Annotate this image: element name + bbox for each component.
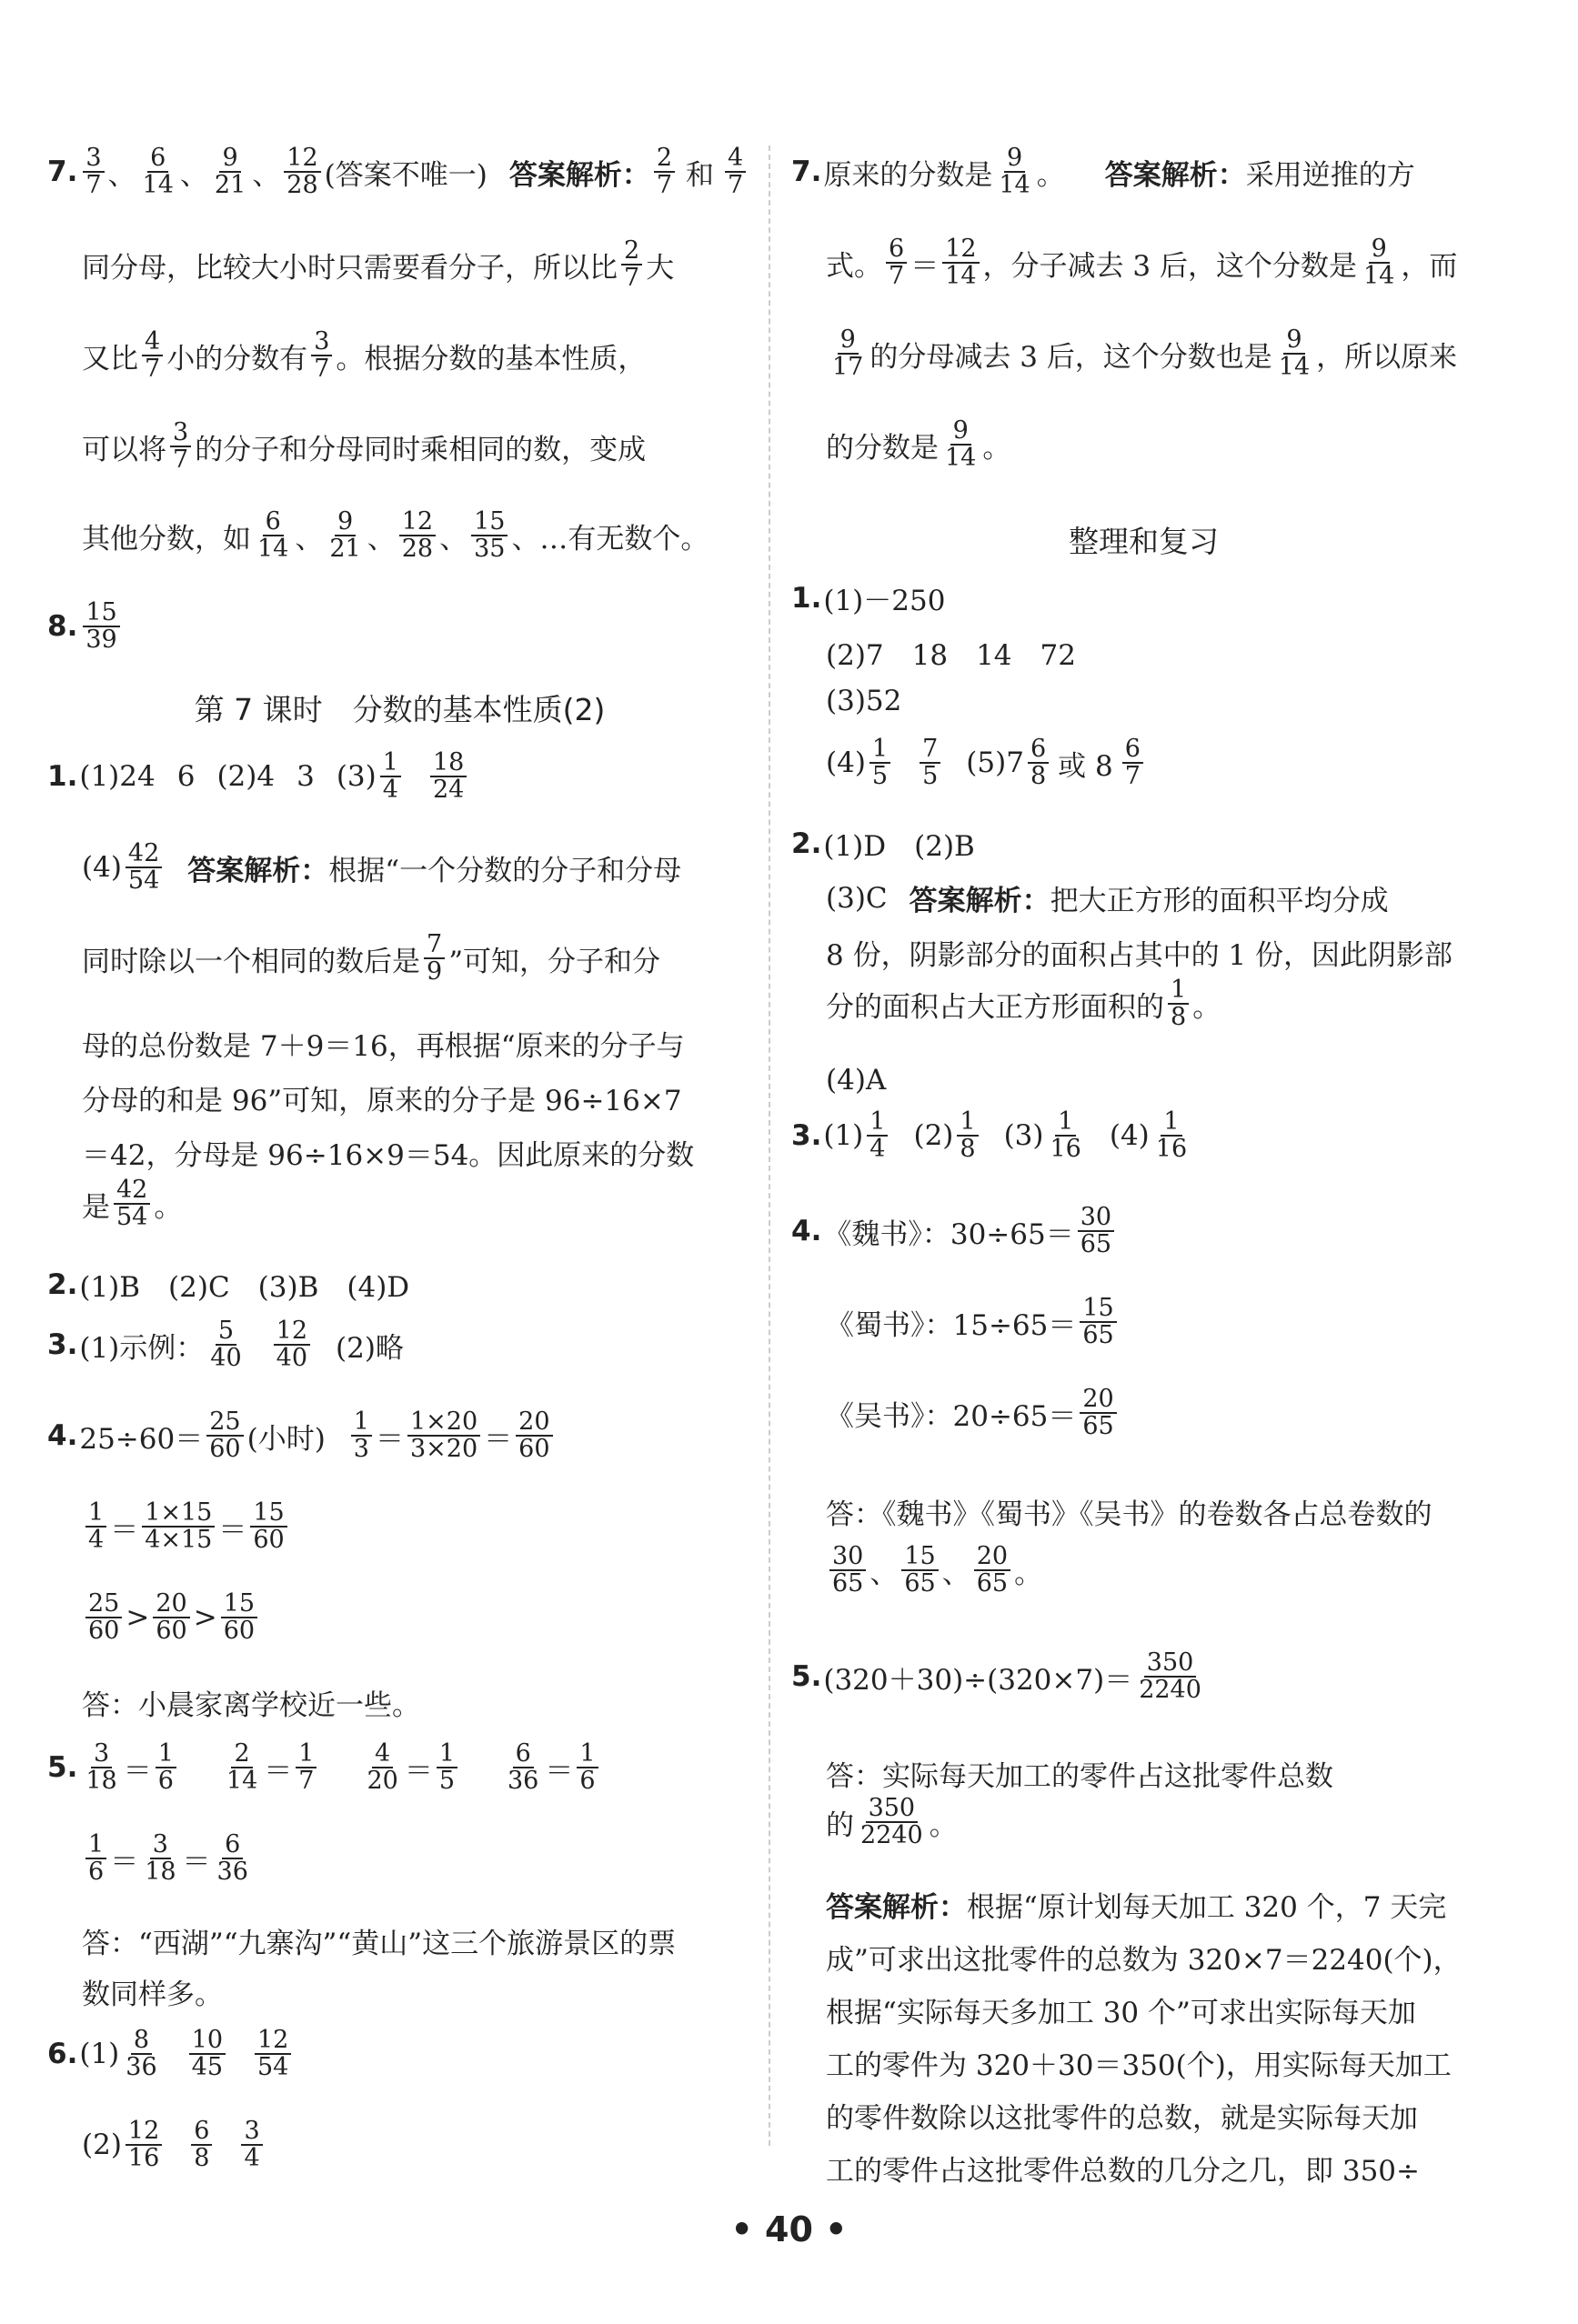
text: (1)－250 bbox=[823, 585, 946, 617]
fraction: $\frac{42}{54}$ bbox=[126, 841, 162, 895]
left-q7-line5 bbox=[82, 509, 709, 563]
fraction: $\frac{1}{4}$ bbox=[85, 1500, 106, 1554]
text: 大 bbox=[646, 251, 675, 285]
fraction: $\frac{1}{5}$ bbox=[437, 1741, 457, 1795]
fraction: $\frac{6}{14}$ bbox=[257, 507, 289, 564]
fraction: $\frac{20}{60}$ bbox=[516, 1409, 552, 1463]
text: 《吴书》：20÷65＝ bbox=[826, 1399, 1077, 1433]
fraction: $\frac{4}{7}$ bbox=[725, 145, 746, 199]
text: (1) bbox=[79, 2038, 120, 2071]
answer-analysis-label: 答案解析： bbox=[187, 854, 329, 887]
fraction: $\frac{20}{65}$ bbox=[974, 1544, 1010, 1598]
text: ＝ bbox=[910, 249, 940, 283]
text: (1)B (2)C (3)B (4)D bbox=[79, 1271, 410, 1304]
left-q7-line2 bbox=[82, 238, 674, 292]
right-s4-answer: 答：《魏书》《蜀书》《吴书》的卷数各占总卷数的 bbox=[826, 1498, 1432, 1531]
text: ＝ bbox=[110, 1513, 139, 1547]
right-s2-line5: (4)A bbox=[826, 1064, 887, 1097]
text: (5)7 bbox=[966, 746, 1024, 780]
text: 。 bbox=[1192, 990, 1221, 1024]
separator: 、 bbox=[107, 158, 136, 192]
fraction: $\frac{3}{18}$ bbox=[85, 1739, 117, 1796]
right-s1-line4 bbox=[826, 736, 1147, 790]
fraction: $\frac{9}{21}$ bbox=[214, 144, 246, 200]
fraction: $\frac{15}{35}$ bbox=[471, 509, 508, 563]
right-s4-answer-fractions bbox=[826, 1544, 1042, 1598]
text: 采用逆推的方 bbox=[1245, 158, 1415, 192]
text: 把大正方形的面积平均分成 bbox=[1050, 885, 1389, 917]
text: 和 bbox=[686, 158, 715, 192]
left-s1-line5: 分母的和是 96”可知，原来的分子是 96÷16×7 bbox=[82, 1085, 682, 1117]
text: ，所以原来 bbox=[1316, 340, 1458, 374]
right-s1-line2: (2)7 18 14 72 bbox=[826, 639, 1076, 672]
right-s2-line4 bbox=[826, 977, 1221, 1031]
question-number: 8. bbox=[47, 610, 78, 644]
fraction: $\frac{12}{40}$ bbox=[274, 1318, 310, 1372]
fraction: $\frac{3}{7}$ bbox=[170, 420, 191, 474]
text: ＝ bbox=[484, 1422, 513, 1456]
text: 的分子和分母同时乘相同的数，变成 bbox=[195, 433, 647, 466]
right-s5-line1 bbox=[791, 1650, 1208, 1704]
text: ＝ bbox=[218, 1513, 247, 1547]
fraction: $\frac{1\times 20}{3\times 20}$ bbox=[407, 1409, 480, 1463]
page-number: • 40 • bbox=[730, 2209, 848, 2249]
question-number: 3. bbox=[791, 1119, 822, 1153]
left-s4-line3 bbox=[82, 1591, 261, 1645]
fraction: $\frac{9}{14}$ bbox=[1278, 326, 1311, 382]
fraction: $\frac{20}{60}$ bbox=[153, 1591, 189, 1645]
fraction: $\frac{7}{9}$ bbox=[424, 932, 445, 986]
left-s1-line6: ＝42，分母是 96÷16×9＝54。因此原来的分数 bbox=[82, 1139, 695, 1172]
text: 《魏书》：30÷65＝ bbox=[823, 1217, 1074, 1251]
question-number: 6. bbox=[47, 2038, 78, 2071]
fraction: $\frac{12}{14}$ bbox=[942, 236, 979, 290]
left-s4-line2 bbox=[82, 1500, 291, 1554]
fraction: $\frac{15}{60}$ bbox=[221, 1591, 257, 1645]
fraction: $\frac{9}{21}$ bbox=[329, 507, 361, 564]
right-s5-answer2 bbox=[826, 1796, 958, 1849]
left-s5-line1 bbox=[47, 1741, 602, 1795]
text: 根据“一个分数的分子和分母 bbox=[328, 854, 682, 887]
text: (1)24 bbox=[79, 760, 156, 794]
fraction: $\frac{3}{7}$ bbox=[311, 329, 332, 383]
fraction: $\frac{42}{54}$ bbox=[114, 1177, 150, 1231]
section-title: 第 7 课时 分数的基本性质(2) bbox=[194, 692, 606, 727]
right-q7-line2 bbox=[826, 236, 1457, 290]
fraction: $\frac{15}{39}$ bbox=[83, 600, 119, 654]
right-q7-line1 bbox=[791, 145, 1415, 199]
text: 的分母减去 3 后，这个分数也是 bbox=[869, 340, 1272, 374]
fraction: $\frac{1}{8}$ bbox=[957, 1109, 978, 1163]
text: (小时) bbox=[246, 1422, 326, 1456]
fraction: $\frac{6}{8}$ bbox=[1028, 736, 1049, 790]
right-s5-explanation6: 工的零件占这批零件总数的几分之几，即 350÷ bbox=[826, 2155, 1420, 2188]
question-number: 7. bbox=[791, 155, 822, 189]
left-s5-line2 bbox=[82, 1832, 255, 1886]
left-s5-answer1: 答：“西湖”“九寨沟”“黄山”这三个旅游景区的票 bbox=[82, 1928, 677, 1960]
separator: 、 bbox=[295, 522, 324, 556]
fraction: $\frac{18}{24}$ bbox=[430, 750, 467, 804]
right-s5-explanation4: 工的零件为 320＋30＝350(个)，用实际每天加工 bbox=[826, 2049, 1452, 2082]
note: (答案不唯一) bbox=[324, 158, 487, 192]
right-s2-line3: 8 份，阴影部分的面积占其中的 1 份，因此阴影部 bbox=[826, 939, 1453, 972]
fraction: $\frac{2}{7}$ bbox=[654, 145, 675, 199]
text: (2) bbox=[82, 2129, 122, 2162]
right-s4-line3 bbox=[826, 1387, 1121, 1440]
fraction: $\frac{350}{2240}$ bbox=[1139, 1648, 1201, 1705]
right-s5-explanation2: 成”可求出这批零件的总数为 320×7＝2240(个)， bbox=[826, 1944, 1462, 1977]
fraction: $\frac{1}{4}$ bbox=[380, 750, 401, 804]
answer-analysis-label: 答案解析： bbox=[508, 158, 650, 192]
fraction: $\frac{350}{2240}$ bbox=[860, 1794, 923, 1850]
text: 是 bbox=[82, 1190, 110, 1224]
separator: 、 bbox=[869, 1557, 899, 1590]
fraction: $\frac{4}{20}$ bbox=[367, 1739, 398, 1796]
right-s5-explanation3: 根据“实际每天多加工 30 个”可求出实际每天加 bbox=[826, 1997, 1416, 2029]
fraction: $\frac{6}{7}$ bbox=[886, 236, 907, 290]
text: (2)4 bbox=[216, 760, 276, 794]
text: 3 bbox=[297, 760, 315, 794]
question-number: 1. bbox=[791, 581, 822, 615]
right-s3 bbox=[791, 1109, 1193, 1163]
fraction: $\frac{15}{65}$ bbox=[901, 1544, 938, 1598]
text: 式。 bbox=[826, 249, 882, 283]
left-s5-answer2: 数同样多。 bbox=[82, 1978, 223, 2011]
fraction: $\frac{1}{3}$ bbox=[351, 1409, 372, 1463]
right-s5-answer1: 答：实际每天加工的零件占这批零件总数 bbox=[826, 1760, 1333, 1793]
left-q7-line3 bbox=[82, 329, 646, 383]
fraction: $\frac{20}{65}$ bbox=[1080, 1387, 1116, 1440]
fraction: $\frac{9}{14}$ bbox=[945, 416, 977, 473]
text: ，而 bbox=[1401, 249, 1458, 283]
text: 。 bbox=[1036, 158, 1065, 192]
fraction: $\frac{1}{16}$ bbox=[1155, 1107, 1188, 1164]
fraction: $\frac{6}{8}$ bbox=[191, 2119, 212, 2172]
text: (3)C bbox=[826, 881, 888, 915]
fraction: $\frac{1}{7}$ bbox=[296, 1741, 317, 1795]
fraction: $\frac{2}{7}$ bbox=[621, 238, 642, 292]
fraction: $\frac{6}{36}$ bbox=[508, 1739, 539, 1796]
left-q7-line4 bbox=[82, 420, 646, 474]
text: 的分数是 bbox=[826, 431, 939, 465]
left-s4-line1 bbox=[47, 1409, 557, 1463]
text: ＝ bbox=[404, 1754, 433, 1788]
fraction: $\frac{1}{5}$ bbox=[869, 736, 890, 790]
text: 。 bbox=[154, 1190, 183, 1224]
text: (4) bbox=[826, 746, 866, 780]
right-s2-line2 bbox=[826, 877, 1389, 918]
fraction: $\frac{9}{14}$ bbox=[999, 144, 1030, 200]
text: 。 bbox=[982, 431, 1011, 465]
question-number: 5. bbox=[47, 1751, 78, 1785]
fraction: $\frac{1}{4}$ bbox=[867, 1109, 888, 1163]
text: 又比 bbox=[82, 342, 138, 376]
right-q7-line4 bbox=[826, 418, 1010, 472]
fraction: $\frac{12}{28}$ bbox=[284, 145, 320, 199]
text: (3) bbox=[336, 760, 377, 794]
question-number: 1. bbox=[47, 760, 78, 794]
fraction: $\frac{30}{65}$ bbox=[829, 1544, 866, 1598]
question-number: 3. bbox=[47, 1328, 78, 1362]
text: ＝ bbox=[545, 1754, 574, 1788]
fraction: $\frac{8}{36}$ bbox=[126, 2026, 157, 2082]
text: 。 bbox=[1014, 1557, 1043, 1590]
text: (2)略 bbox=[336, 1331, 404, 1365]
left-s1-line2 bbox=[82, 841, 681, 895]
text: ＝ bbox=[110, 1845, 139, 1878]
text: 根据“原计划每天加工 320 个，7 天完 bbox=[967, 1891, 1447, 1924]
section-title: 整理和复习 bbox=[1069, 524, 1219, 559]
answer-analysis-label: 答案解析： bbox=[1104, 158, 1246, 192]
separator: 、 bbox=[179, 158, 208, 192]
text: 原来的分数是 bbox=[823, 158, 993, 192]
fraction: $\frac{1}{8}$ bbox=[1168, 977, 1189, 1031]
fraction: $\frac{1}{6}$ bbox=[85, 1832, 106, 1886]
fraction: $\frac{25}{60}$ bbox=[206, 1409, 243, 1463]
left-s2 bbox=[47, 1264, 409, 1305]
fraction: $\frac{25}{60}$ bbox=[85, 1591, 122, 1645]
answer-analysis-label: 答案解析： bbox=[909, 885, 1050, 917]
right-s1-line3: (3)52 bbox=[826, 685, 902, 717]
column-divider bbox=[769, 145, 770, 2146]
text: ＝ bbox=[123, 1754, 152, 1788]
text: > bbox=[193, 1601, 217, 1635]
fraction: $\frac{1}{6}$ bbox=[156, 1741, 176, 1795]
fraction: $\frac{2}{14}$ bbox=[226, 1739, 258, 1796]
fraction: $\frac{10}{45}$ bbox=[189, 2028, 226, 2081]
left-s3 bbox=[47, 1318, 404, 1372]
text: ＝ bbox=[264, 1754, 293, 1788]
right-s1-line1 bbox=[791, 577, 945, 618]
text: 小的分数有 bbox=[166, 342, 308, 376]
fraction: $\frac{15}{60}$ bbox=[250, 1500, 286, 1554]
left-s4-answer: 答：小晨家离学校近一些。 bbox=[82, 1689, 420, 1722]
fraction: $\frac{6}{36}$ bbox=[216, 1830, 248, 1887]
text: ＝ bbox=[375, 1422, 404, 1456]
fraction: $\frac{3}{7}$ bbox=[83, 145, 104, 199]
fraction: $\frac{9}{17}$ bbox=[832, 326, 864, 382]
right-s2-line1 bbox=[791, 823, 975, 864]
fraction: $\frac{1\times 15}{4\times 15}$ bbox=[142, 1500, 215, 1554]
text: (4) bbox=[1109, 1119, 1150, 1153]
left-q7-line1 bbox=[47, 145, 749, 199]
text: ，分子减去 3 后，这个分数是 bbox=[982, 249, 1357, 283]
left-q8 bbox=[47, 600, 124, 654]
text: > bbox=[126, 1601, 150, 1635]
text: 或 8 bbox=[1058, 749, 1113, 783]
text: (1) bbox=[823, 1119, 864, 1153]
question-number: 5. bbox=[791, 1660, 822, 1694]
text: 《蜀书》：15÷65＝ bbox=[826, 1308, 1077, 1342]
fraction: $\frac{3}{18}$ bbox=[145, 1830, 176, 1887]
text: (2) bbox=[913, 1119, 954, 1153]
text: 6 bbox=[176, 760, 196, 794]
question-number: 7. bbox=[47, 155, 78, 189]
text: (320＋30)÷(320×7)＝ bbox=[823, 1663, 1133, 1697]
right-q7-line3 bbox=[826, 327, 1457, 381]
fraction: $\frac{12}{28}$ bbox=[399, 509, 436, 563]
fraction: $\frac{12}{54}$ bbox=[255, 2028, 291, 2081]
text: ＝ bbox=[182, 1845, 211, 1878]
fraction: $\frac{6}{7}$ bbox=[1122, 736, 1143, 790]
text: 、…有无数个。 bbox=[511, 522, 709, 556]
fraction: $\frac{12}{16}$ bbox=[126, 2119, 162, 2172]
text: 25÷60＝ bbox=[79, 1422, 204, 1456]
right-s5-explanation5: 的零件数除以这批零件的总数，就是实际每天加 bbox=[826, 2102, 1418, 2135]
separator: 、 bbox=[439, 522, 468, 556]
left-s6-line2 bbox=[82, 2119, 266, 2172]
text: 分的面积占大正方形面积的 bbox=[826, 990, 1164, 1024]
fraction: $\frac{3}{4}$ bbox=[241, 2119, 262, 2172]
fraction: $\frac{15}{65}$ bbox=[1080, 1296, 1116, 1349]
fraction: $\frac{6}{14}$ bbox=[142, 144, 174, 200]
separator: 、 bbox=[941, 1557, 970, 1590]
right-s4-line1 bbox=[791, 1205, 1118, 1258]
left-s1-line3 bbox=[82, 932, 660, 986]
fraction: $\frac{7}{5}$ bbox=[920, 736, 940, 790]
text: (1)D (2)B bbox=[823, 830, 975, 863]
text: (4) bbox=[82, 851, 122, 885]
left-s1-line7 bbox=[82, 1177, 182, 1231]
left-s1-line1 bbox=[47, 750, 470, 804]
question-number: 4. bbox=[791, 1215, 822, 1248]
question-number: 4. bbox=[47, 1419, 78, 1453]
question-number: 2. bbox=[791, 826, 822, 860]
question-number: 2. bbox=[47, 1267, 78, 1301]
text: (1)示例： bbox=[79, 1331, 205, 1365]
text: 。 bbox=[929, 1808, 958, 1842]
text: 同分母，比较大小时只需要看分子，所以比 bbox=[82, 251, 618, 285]
fraction: $\frac{1}{6}$ bbox=[577, 1741, 598, 1795]
right-s5-explanation1 bbox=[826, 1884, 1446, 1925]
fraction: $\frac{30}{65}$ bbox=[1078, 1205, 1114, 1258]
text: (3) bbox=[1003, 1119, 1044, 1153]
text: 的 bbox=[826, 1808, 854, 1842]
answer-analysis-label: 答案解析： bbox=[826, 1891, 967, 1924]
fraction: $\frac{5}{40}$ bbox=[210, 1317, 242, 1373]
fraction: $\frac{1}{16}$ bbox=[1050, 1107, 1081, 1164]
left-s1-line4: 母的总份数是 7＋9＝16，再根据“原来的分子与 bbox=[82, 1030, 685, 1063]
text: 同时除以一个相同的数后是 bbox=[82, 945, 420, 978]
text: 。根据分数的基本性质， bbox=[336, 342, 647, 376]
text: 其他分数，如 bbox=[82, 522, 251, 556]
fraction: $\frac{4}{7}$ bbox=[142, 329, 163, 383]
left-s6-line1 bbox=[47, 2028, 295, 2081]
text: 可以将 bbox=[82, 433, 166, 466]
separator: 、 bbox=[367, 522, 396, 556]
fraction: $\frac{9}{14}$ bbox=[1362, 235, 1395, 291]
right-s4-line2 bbox=[826, 1296, 1121, 1349]
text: ”可知，分子和分 bbox=[448, 945, 661, 978]
separator: 、 bbox=[252, 158, 281, 192]
